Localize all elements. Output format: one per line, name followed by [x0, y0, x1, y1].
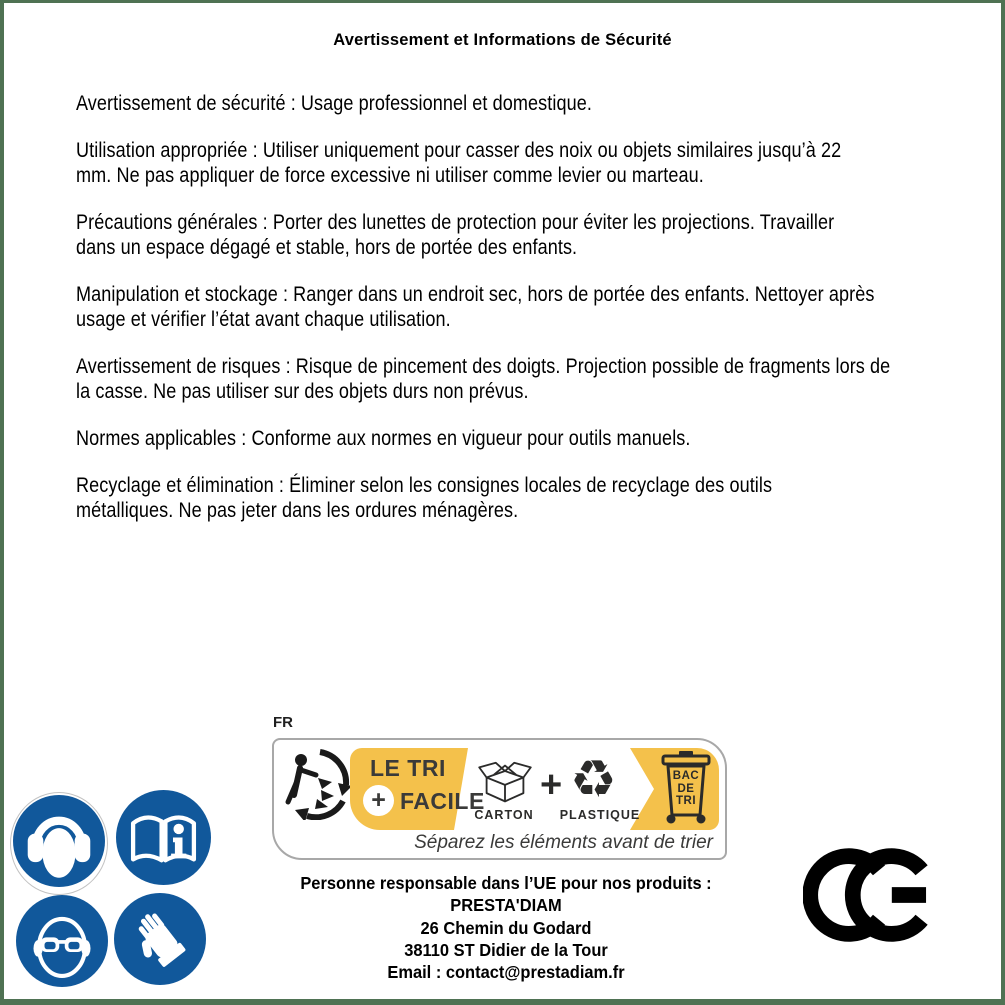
- text-line: Manipulation et stockage : Ranger dans un endroit sec, hors de portée des enfants. Nettoyer après: [76, 283, 875, 306]
- address-street: 26 Chemin du Godard: [420, 917, 592, 938]
- read-manual-pictogram: [116, 790, 211, 885]
- wear-ear-protection-icon: [10, 792, 108, 895]
- bin-text-line: DE: [677, 782, 695, 795]
- text-line: métalliques. Ne pas jeter dans les ordures ménagères.: [76, 499, 519, 522]
- text-line: Avertissement de sécurité : Usage professionnel et domestique.: [76, 92, 592, 115]
- plus-circle-icon: +: [363, 785, 394, 816]
- headline-facile: FACILE: [400, 788, 485, 814]
- plastique-label: PLASTIQUE: [559, 808, 641, 822]
- plastique-recycle-icon: ♻: [570, 750, 617, 810]
- sorting-tagline: Séparez les éléments avant de trier: [414, 832, 713, 853]
- text-line: mm. Ne pas appliquer de force excessive ni utiliser comme levier ou marteau.: [76, 164, 704, 187]
- carton-label: CARTON: [474, 808, 534, 822]
- paragraph-precautions: [76, 210, 988, 260]
- text-line: Normes applicables : Conforme aux normes en vigueur pour outils manuels.: [76, 427, 691, 450]
- headline-le-tri: LE TRI: [370, 755, 446, 781]
- wear-gloves-icon: [114, 893, 206, 990]
- page-title: Avertissement et Informations de Sécurité: [333, 31, 672, 49]
- carton-box-icon: [476, 760, 534, 806]
- wear-eye-protection-icon: [16, 895, 108, 992]
- paragraph-risques: [76, 354, 988, 404]
- gloves-pictogram: [114, 893, 206, 985]
- paragraph-normes: [76, 426, 988, 451]
- materials-plus-sign: +: [540, 764, 563, 806]
- paragraph-recyclage: [76, 473, 988, 523]
- paragraph-utilisation: [76, 138, 988, 188]
- text-line: dans un espace dégagé et stable, hors de portée des enfants.: [76, 236, 578, 259]
- safety-text: [76, 91, 988, 545]
- responsible-intro: Personne responsable dans l’UE pour nos produits :: [300, 873, 712, 893]
- paragraph-manipulation: [76, 282, 988, 332]
- bin-text-line: BAC: [672, 770, 700, 782]
- text-line: la casse. Ne pas utiliser sur des objets durs non prévus.: [76, 380, 529, 403]
- text-line: usage et vérifier l’état avant chaque utilisation.: [76, 308, 451, 331]
- info-tri-label: [272, 738, 727, 860]
- contact-email: Email : contact@prestadiam.fr: [387, 962, 625, 983]
- triman-icon: [280, 748, 352, 820]
- fr-country-code: FR: [273, 714, 293, 731]
- text-line: Avertissement de risques : Risque de pincement des doigts. Projection possible de fragments lors de: [76, 355, 891, 378]
- paragraph-securite: [76, 91, 988, 116]
- ear-protection-pictogram: [13, 795, 105, 887]
- text-line: Précautions générales : Porter des lunettes de protection pour éviter les projections. Travailler: [76, 211, 835, 234]
- text-line: Recyclage et élimination : Éliminer selon les consignes locales de recyclage des outils: [76, 474, 773, 497]
- address-city: 38110 ST Didier de la Tour: [404, 939, 608, 960]
- eye-protection-pictogram: [16, 895, 108, 987]
- yellow-band: [350, 748, 719, 830]
- bin-text: [658, 770, 714, 808]
- bin-text-line: TRI: [675, 795, 697, 807]
- text-line: Utilisation appropriée : Utiliser uniquement pour casser des noix ou objets similaires jusqu’à 22: [76, 139, 842, 162]
- read-manual-icon: [116, 790, 211, 890]
- ce-mark-icon: [803, 845, 939, 945]
- company-name: PRESTA'DIAM: [450, 895, 562, 916]
- eu-responsible-block: [280, 872, 731, 983]
